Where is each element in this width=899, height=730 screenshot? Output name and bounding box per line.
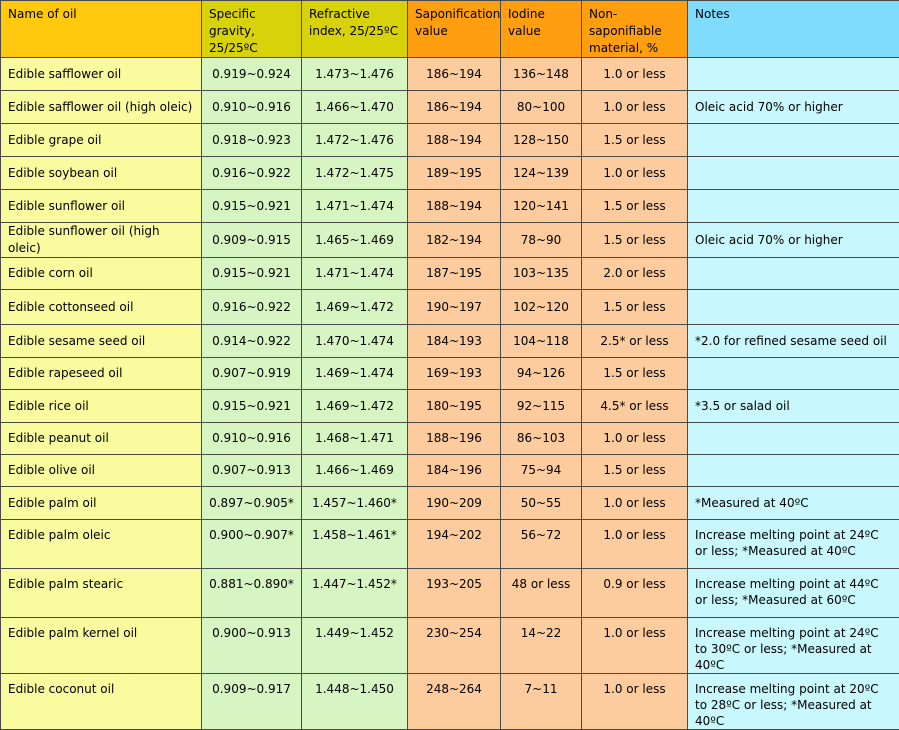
iodine-value-cell: 7~11 — [501, 674, 582, 730]
refractive-index-cell: 1.471~1.474 — [302, 190, 408, 223]
non-saponifiable-cell: 2.0 or less — [582, 258, 688, 290]
saponification-value-cell: 190~197 — [408, 290, 501, 325]
iodine-value-cell: 120~141 — [501, 190, 582, 223]
refractive-index-cell: 1.469~1.472 — [302, 290, 408, 325]
notes-cell: *Measured at 40ºC — [688, 487, 899, 520]
specific-gravity-cell: 0.915~0.921 — [202, 390, 302, 423]
non-saponifiable-cell: 1.5 or less — [582, 455, 688, 487]
refractive-index-cell: 1.465~1.469 — [302, 223, 408, 258]
specific-gravity-cell: 0.919~0.924 — [202, 58, 302, 91]
notes-cell — [688, 190, 899, 223]
oil-name-cell: Edible corn oil — [1, 258, 202, 290]
non-saponifiable-cell: 1.5 or less — [582, 124, 688, 157]
iodine-value-cell: 94~126 — [501, 358, 582, 390]
oil-name-cell: Edible safflower oil — [1, 58, 202, 91]
refractive-index-cell: 1.469~1.474 — [302, 358, 408, 390]
oil-name-cell: Edible cottonseed oil — [1, 290, 202, 325]
header-iodine-value: Iodine value — [501, 1, 582, 58]
saponification-value-cell: 190~209 — [408, 487, 501, 520]
non-saponifiable-cell: 1.0 or less — [582, 674, 688, 730]
iodine-value-cell: 102~120 — [501, 290, 582, 325]
non-saponifiable-cell: 1.0 or less — [582, 520, 688, 569]
saponification-value-cell: 184~196 — [408, 455, 501, 487]
iodine-value-cell: 103~135 — [501, 258, 582, 290]
oil-name-cell: Edible rapeseed oil — [1, 358, 202, 390]
oil-name-cell: Edible palm oleic — [1, 520, 202, 569]
notes-cell: *2.0 for refined sesame seed oil — [688, 325, 899, 358]
non-saponifiable-cell: 1.5 or less — [582, 223, 688, 258]
header-notes: Notes — [688, 1, 899, 58]
specific-gravity-cell: 0.915~0.921 — [202, 258, 302, 290]
refractive-index-cell: 1.469~1.472 — [302, 390, 408, 423]
saponification-value-cell: 187~195 — [408, 258, 501, 290]
specific-gravity-cell: 0.909~0.917 — [202, 674, 302, 730]
specific-gravity-cell: 0.914~0.922 — [202, 325, 302, 358]
table-row — [1, 569, 899, 618]
non-saponifiable-cell: 4.5* or less — [582, 390, 688, 423]
notes-cell — [688, 455, 899, 487]
oil-name-cell: Edible palm stearic — [1, 569, 202, 618]
specific-gravity-cell: 0.915~0.921 — [202, 190, 302, 223]
non-saponifiable-cell: 1.5 or less — [582, 358, 688, 390]
specific-gravity-cell: 0.907~0.913 — [202, 455, 302, 487]
saponification-value-cell: 188~194 — [408, 190, 501, 223]
iodine-value-cell: 124~139 — [501, 157, 582, 190]
specific-gravity-cell: 0.916~0.922 — [202, 157, 302, 190]
specific-gravity-cell: 0.897~0.905* — [202, 487, 302, 520]
specific-gravity-cell: 0.910~0.916 — [202, 91, 302, 124]
non-saponifiable-cell: 1.0 or less — [582, 157, 688, 190]
table-row — [1, 674, 899, 730]
oil-name-cell: Edible palm oil — [1, 487, 202, 520]
header-refractive-index: Refractive index, 25/25ºC — [302, 1, 408, 58]
iodine-value-cell: 86~103 — [501, 423, 582, 455]
iodine-value-cell: 104~118 — [501, 325, 582, 358]
header-name-of-oil: Name of oil — [1, 1, 202, 58]
refractive-index-cell: 1.447~1.452* — [302, 569, 408, 618]
oil-name-cell: Edible coconut oil — [1, 674, 202, 730]
non-saponifiable-cell: 1.0 or less — [582, 58, 688, 91]
notes-cell: Increase melting point at 20ºC to 28ºC or less; *Measured at 40ºC — [688, 674, 899, 730]
refractive-index-cell: 1.471~1.474 — [302, 258, 408, 290]
iodine-value-cell: 78~90 — [501, 223, 582, 258]
specific-gravity-cell: 0.900~0.907* — [202, 520, 302, 569]
table-row — [1, 290, 899, 325]
table-row — [1, 157, 899, 190]
header-row — [1, 1, 899, 58]
notes-cell: Oleic acid 70% or higher — [688, 91, 899, 124]
table-row — [1, 618, 899, 674]
iodine-value-cell: 56~72 — [501, 520, 582, 569]
oil-name-cell: Edible soybean oil — [1, 157, 202, 190]
refractive-index-cell: 1.457~1.460* — [302, 487, 408, 520]
oil-name-cell: Edible sunflower oil (high oleic) — [1, 223, 202, 258]
refractive-index-cell: 1.448~1.450 — [302, 674, 408, 730]
table-row — [1, 124, 899, 157]
non-saponifiable-cell: 1.0 or less — [582, 487, 688, 520]
header-specific-gravity: Specific gravity, 25/25ºC — [202, 1, 302, 58]
notes-cell: *3.5 or salad oil — [688, 390, 899, 423]
table-row — [1, 455, 899, 487]
table-row — [1, 325, 899, 358]
non-saponifiable-cell: 2.5* or less — [582, 325, 688, 358]
notes-cell — [688, 423, 899, 455]
iodine-value-cell: 14~22 — [501, 618, 582, 674]
saponification-value-cell: 194~202 — [408, 520, 501, 569]
iodine-value-cell: 75~94 — [501, 455, 582, 487]
oil-name-cell: Edible sunflower oil — [1, 190, 202, 223]
notes-cell — [688, 58, 899, 91]
saponification-value-cell: 188~196 — [408, 423, 501, 455]
iodine-value-cell: 50~55 — [501, 487, 582, 520]
specific-gravity-cell: 0.881~0.890* — [202, 569, 302, 618]
refractive-index-cell: 1.449~1.452 — [302, 618, 408, 674]
iodine-value-cell: 80~100 — [501, 91, 582, 124]
saponification-value-cell: 184~193 — [408, 325, 501, 358]
refractive-index-cell: 1.468~1.471 — [302, 423, 408, 455]
refractive-index-cell: 1.473~1.476 — [302, 58, 408, 91]
table-row — [1, 423, 899, 455]
oil-name-cell: Edible grape oil — [1, 124, 202, 157]
saponification-value-cell: 193~205 — [408, 569, 501, 618]
refractive-index-cell: 1.472~1.475 — [302, 157, 408, 190]
table-body — [1, 58, 899, 730]
notes-cell — [688, 258, 899, 290]
refractive-index-cell: 1.470~1.474 — [302, 325, 408, 358]
oil-name-cell: Edible rice oil — [1, 390, 202, 423]
table-row — [1, 520, 899, 569]
saponification-value-cell: 182~194 — [408, 223, 501, 258]
table-row — [1, 58, 899, 91]
table-row — [1, 258, 899, 290]
saponification-value-cell: 230~254 — [408, 618, 501, 674]
refractive-index-cell: 1.466~1.469 — [302, 455, 408, 487]
table-row — [1, 358, 899, 390]
non-saponifiable-cell: 1.0 or less — [582, 91, 688, 124]
saponification-value-cell: 169~193 — [408, 358, 501, 390]
non-saponifiable-cell: 1.0 or less — [582, 618, 688, 674]
refractive-index-cell: 1.458~1.461* — [302, 520, 408, 569]
iodine-value-cell: 128~150 — [501, 124, 582, 157]
iodine-value-cell: 48 or less — [501, 569, 582, 618]
table-row — [1, 390, 899, 423]
saponification-value-cell: 188~194 — [408, 124, 501, 157]
oil-name-cell: Edible olive oil — [1, 455, 202, 487]
non-saponifiable-cell: 1.0 or less — [582, 423, 688, 455]
refractive-index-cell: 1.472~1.476 — [302, 124, 408, 157]
iodine-value-cell: 92~115 — [501, 390, 582, 423]
notes-cell: Increase melting point at 24ºC or less; *Measured at 40ºC — [688, 520, 899, 569]
notes-cell — [688, 157, 899, 190]
specific-gravity-cell: 0.918~0.923 — [202, 124, 302, 157]
specific-gravity-cell: 0.916~0.922 — [202, 290, 302, 325]
table-row — [1, 190, 899, 223]
header-saponification-value: Saponification value — [408, 1, 501, 58]
saponification-value-cell: 180~195 — [408, 390, 501, 423]
oil-name-cell: Edible safflower oil (high oleic) — [1, 91, 202, 124]
specific-gravity-cell: 0.909~0.915 — [202, 223, 302, 258]
non-saponifiable-cell: 1.5 or less — [582, 290, 688, 325]
notes-cell: Increase melting point at 24ºC to 30ºC or less; *Measured at 40ºC — [688, 618, 899, 674]
oil-name-cell: Edible sesame seed oil — [1, 325, 202, 358]
table-row — [1, 91, 899, 124]
oil-name-cell: Edible palm kernel oil — [1, 618, 202, 674]
notes-cell — [688, 358, 899, 390]
saponification-value-cell: 248~264 — [408, 674, 501, 730]
notes-cell: Oleic acid 70% or higher — [688, 223, 899, 258]
non-saponifiable-cell: 0.9 or less — [582, 569, 688, 618]
non-saponifiable-cell: 1.5 or less — [582, 190, 688, 223]
saponification-value-cell: 186~194 — [408, 58, 501, 91]
notes-cell — [688, 290, 899, 325]
iodine-value-cell: 136~148 — [501, 58, 582, 91]
oil-name-cell: Edible peanut oil — [1, 423, 202, 455]
saponification-value-cell: 189~195 — [408, 157, 501, 190]
saponification-value-cell: 186~194 — [408, 91, 501, 124]
notes-cell — [688, 124, 899, 157]
notes-cell: Increase melting point at 44ºC or less; *Measured at 60ºC — [688, 569, 899, 618]
refractive-index-cell: 1.466~1.470 — [302, 91, 408, 124]
table-row — [1, 487, 899, 520]
header-non-saponifiable-material: Non-saponifiable material, % — [582, 1, 688, 58]
specific-gravity-cell: 0.910~0.916 — [202, 423, 302, 455]
specific-gravity-cell: 0.907~0.919 — [202, 358, 302, 390]
table-row — [1, 223, 899, 258]
specific-gravity-cell: 0.900~0.913 — [202, 618, 302, 674]
